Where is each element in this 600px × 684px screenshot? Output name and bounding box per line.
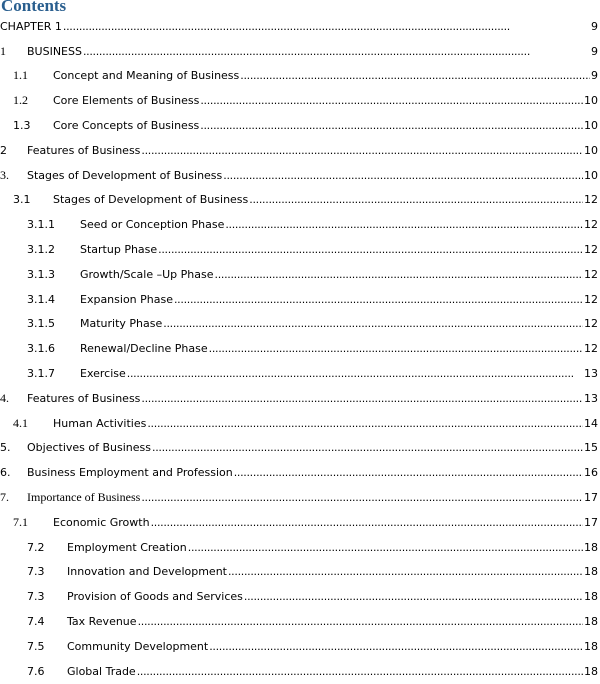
toc-entry[interactable] [0, 535, 600, 560]
toc-entry-title: Features of Business [27, 391, 141, 405]
dot-leader [127, 367, 583, 380]
toc-entry-page-number: 18 [584, 540, 598, 554]
dot-leader [137, 665, 583, 678]
toc-entry-page-number: 18 [584, 565, 598, 579]
toc-entry-title: Stages of Development of Business [27, 168, 223, 182]
toc-entry-page-number: 17 [584, 491, 598, 505]
toc-entry-title: Growth/Scale –Up Phase [80, 267, 214, 281]
dot-leader [138, 615, 583, 628]
toc-entry-title: Provision of Goods and Services [67, 590, 243, 604]
toc-entry-number: 3. [0, 167, 9, 182]
dot-leader [163, 317, 583, 330]
toc-entry-title: Renewal/Decline Phase [80, 342, 208, 356]
toc-entry-number: 7.4 [27, 615, 45, 629]
toc-entry[interactable] [0, 237, 600, 262]
toc-entry-number: 3.1.2 [27, 243, 55, 257]
dot-leader [244, 590, 583, 603]
toc-entry-number: 1.2 [13, 93, 28, 108]
toc-entry-title: CHAPTER 1 [0, 19, 62, 33]
toc-entry-page-number: 18 [584, 664, 598, 678]
toc-entry-number: 4. [0, 390, 9, 405]
toc-entry-page-number: 10 [584, 94, 598, 108]
dot-leader [209, 342, 583, 355]
toc-entry-number: 4.1 [13, 415, 28, 430]
dot-leader [141, 392, 583, 405]
toc-entry-number: 1 [0, 43, 6, 58]
toc-entry[interactable] [0, 510, 600, 535]
dot-leader [83, 45, 590, 58]
toc-entry[interactable] [0, 336, 600, 361]
toc-entry-number: 3.1.5 [27, 317, 55, 331]
toc-entry[interactable] [0, 64, 600, 89]
toc-entry-title: Tax Revenue [67, 615, 137, 629]
toc-entry-page-number: 17 [584, 515, 598, 529]
toc-entry[interactable] [0, 163, 600, 188]
toc-entry-title: Seed or Conception Phase [80, 218, 225, 232]
dot-leader [249, 193, 583, 206]
toc-entry-number: 7.3 [27, 590, 45, 604]
toc-entry-number: 3.1.6 [27, 342, 55, 356]
dot-leader [200, 119, 583, 132]
toc-entry-title: Expansion Phase [80, 292, 173, 306]
toc-entry-number: 3.1.4 [27, 292, 55, 306]
toc-entry-number: 3.1 [13, 193, 31, 207]
toc-entry-page-number: 9 [591, 19, 598, 33]
toc-entry[interactable] [0, 411, 600, 436]
toc-entry-title: Importance of Business [27, 490, 141, 505]
dot-leader [223, 169, 583, 182]
toc-entry[interactable] [0, 138, 600, 163]
toc-entry-page-number: 10 [584, 168, 598, 182]
toc-entry-number: 3.1.7 [27, 367, 55, 381]
toc-entry-page-number: 9 [591, 44, 598, 58]
toc-entry-title: BUSINESS [27, 44, 82, 58]
toc-entry-number: 7.1 [13, 514, 28, 529]
toc-entry-page-number: 18 [584, 639, 598, 653]
toc-entry-page-number: 9 [591, 69, 598, 83]
toc-entry-number: 3.1.3 [27, 267, 55, 281]
toc-entry-page-number: 12 [584, 193, 598, 207]
toc-entry[interactable] [0, 485, 600, 510]
toc-entry[interactable] [0, 14, 600, 39]
toc-entry-page-number: 12 [584, 218, 598, 232]
toc-entry[interactable] [0, 386, 600, 411]
toc-entry[interactable] [0, 212, 600, 237]
toc-entry-number: 7.6 [27, 664, 45, 678]
toc-entry-title: Employment Creation [67, 540, 187, 554]
toc-entry-page-number: 13 [584, 391, 598, 405]
toc-entry-page-number: 18 [584, 590, 598, 604]
dot-leader [158, 243, 583, 256]
toc-entry-title: Innovation and Development [67, 565, 227, 579]
toc-entry-page-number: 12 [584, 317, 598, 331]
toc-entry[interactable] [0, 287, 600, 312]
toc-entry-title: Business Employment and Profession [27, 466, 233, 480]
contents-heading: Contents [1, 0, 67, 15]
dot-leader [141, 144, 583, 157]
toc-entry-page-number: 18 [584, 615, 598, 629]
toc-entry-title: Stages of Development of Business [53, 193, 249, 207]
toc-entry-title: Features of Business [27, 143, 141, 157]
toc-entry[interactable] [0, 312, 600, 337]
toc-entry[interactable] [0, 361, 600, 386]
dot-leader [147, 417, 583, 430]
toc-entry[interactable] [0, 584, 600, 609]
toc-entry-title: Exercise [80, 367, 126, 381]
dot-leader [234, 466, 583, 479]
dot-leader [209, 640, 583, 653]
toc-entry[interactable] [0, 262, 600, 287]
toc-entry-page-number: 12 [584, 267, 598, 281]
toc-entry-number: 6. [0, 466, 11, 480]
toc-entry-page-number: 10 [584, 119, 598, 133]
toc-entry-title: Objectives of Business [27, 441, 151, 455]
toc-entry-title: Core Concepts of Business [53, 119, 200, 133]
toc-entry-title: Concept and Meaning of Business [53, 69, 240, 83]
toc-entry[interactable] [0, 460, 600, 485]
dot-leader [188, 541, 583, 554]
dot-leader [63, 20, 590, 33]
toc-entry-title: Startup Phase [80, 243, 158, 257]
toc-entry-page-number: 12 [584, 342, 598, 356]
toc-entry-number: 1.1 [13, 68, 28, 83]
dot-leader [174, 293, 583, 306]
dot-leader [240, 69, 590, 82]
toc-entry-title: Human Activities [53, 416, 147, 430]
toc-entry[interactable] [0, 436, 600, 461]
toc-entry[interactable] [0, 39, 600, 64]
toc-entry-page-number: 16 [584, 466, 598, 480]
dot-leader [215, 268, 584, 281]
toc-entry[interactable] [0, 659, 600, 684]
toc-entry[interactable] [0, 88, 600, 113]
toc-entry-number: 5. [0, 441, 11, 455]
toc-entry-title: Global Trade [67, 664, 136, 678]
dot-leader [225, 218, 583, 231]
dot-leader [141, 491, 583, 504]
toc-entry[interactable] [0, 609, 600, 634]
toc-entry-title: Community Development [67, 639, 209, 653]
toc-entry-title: Core Elements of Business [53, 94, 200, 108]
toc-entry-number: 7. [0, 490, 9, 505]
toc-entry[interactable] [0, 188, 600, 213]
table-of-contents [0, 14, 600, 684]
dot-leader [151, 516, 583, 529]
toc-entry-page-number: 14 [584, 416, 598, 430]
toc-entry-number: 7.3 [27, 565, 45, 579]
toc-entry-number: 1.3 [13, 119, 31, 133]
toc-entry-number: 3.1.1 [27, 218, 55, 232]
toc-entry-title: Economic Growth [53, 515, 150, 529]
toc-entry-number: 7.2 [27, 540, 45, 554]
toc-entry-page-number: 10 [584, 143, 598, 157]
dot-leader [228, 565, 583, 578]
toc-entry-number: 2 [0, 143, 7, 157]
dot-leader [152, 441, 583, 454]
toc-entry-number: 7.5 [27, 639, 45, 653]
toc-entry-page-number: 15 [584, 441, 598, 455]
toc-entry[interactable] [0, 113, 600, 138]
toc-entry-page-number: 12 [584, 243, 598, 257]
toc-entry[interactable] [0, 634, 600, 659]
toc-entry-page-number: 13 [584, 367, 598, 381]
toc-entry-page-number: 12 [584, 292, 598, 306]
toc-entry-title: Maturity Phase [80, 317, 163, 331]
dot-leader [200, 94, 583, 107]
toc-entry[interactable] [0, 560, 600, 585]
